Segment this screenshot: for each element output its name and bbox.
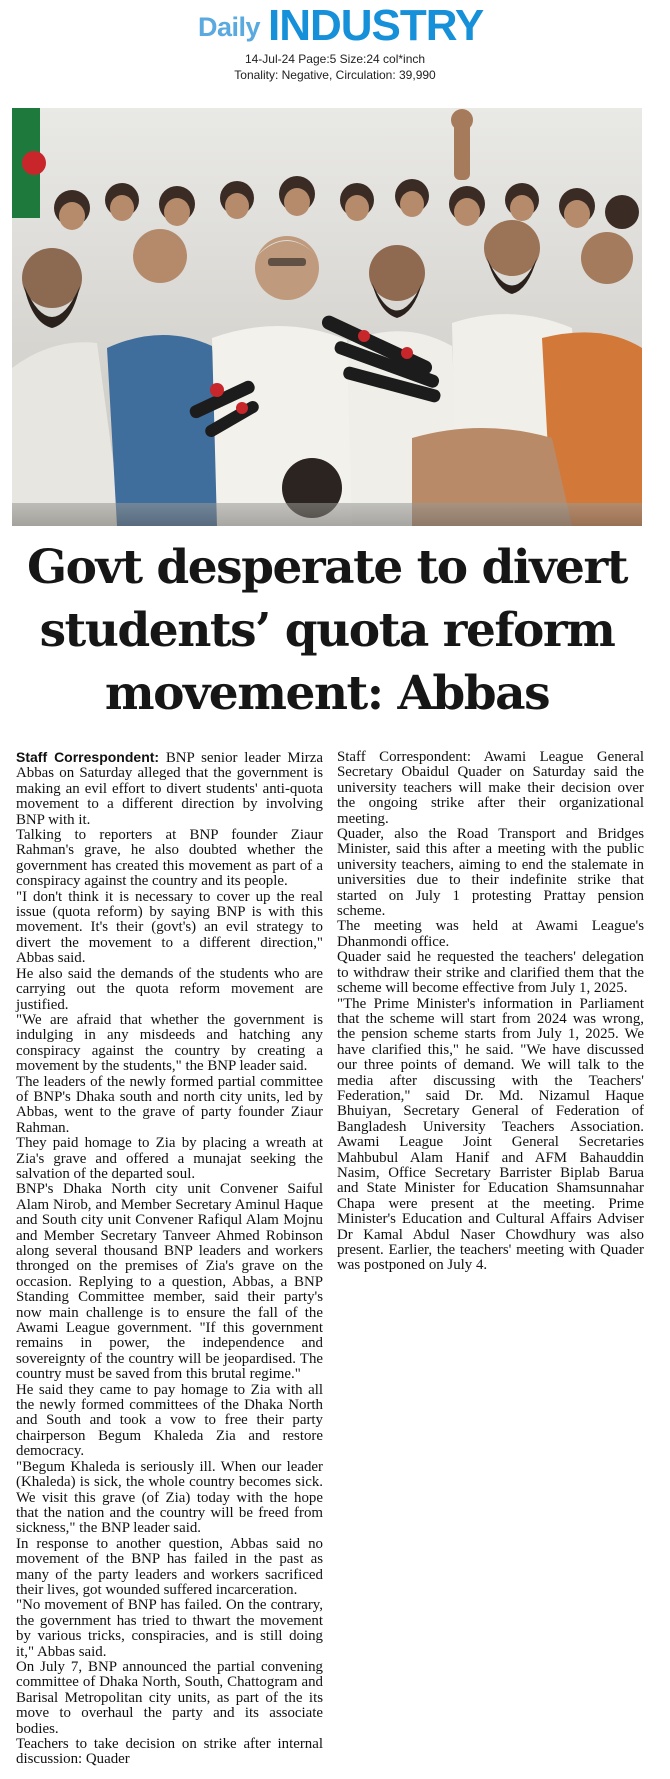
sub-headline: Teachers to take decision on strike after internal discussion: Quader — [16, 1736, 323, 1768]
masthead — [0, 0, 670, 90]
article-paragraph-7: They paid homage to Zia by placing a wreath at Zia's grave and offered a munajat seeking the salvation of the departed soul. — [16, 1135, 323, 1182]
article-paragraph-5: "We are afraid that whether the government is indulging in any misdeeds and hatching any conspiracy against the country by creating a movement by the students," the BNP leader said. — [16, 1011, 323, 1075]
article-paragraph-1 — [16, 750, 323, 828]
paragraph-text: BNP senior leader Mirza Abbas on Saturday alleged that the government is making an evil effort to divert students' anti-quota movement to a different direction by involving BNP with it. — [16, 750, 323, 828]
article-paragraph-3: "I don't think it is necessary to cover up the real issue (quota reform) by saying BNP is with this movement. It's their (govt's) an evil strategy to divert the movement to a different direction," Abbas said. — [16, 888, 323, 967]
article-paragraph-9: He said they came to pay homage to Zia with all the newly formed committees of the Dhaka North and South and took a vow to free their party chairperson Begum Khaleda Zia and restore democracy. — [16, 1381, 323, 1460]
article-paragraph-11: In response to another question, Abbas said no movement of the BNP has failed in the past as many of the party leaders and workers sacrificed their lives, got wounded suffered incarceration. — [16, 1535, 323, 1598]
logo-daily-text: Daily — [198, 12, 261, 42]
article-paragraph-10: "Begum Khaleda is seriously ill. When our leader (Khaleda) is sick, the whole country becomes sick. We visit this grave (of Zia) today with the hope that the nation and the country will be freed from sickness," the BNP leader said. — [16, 1458, 323, 1537]
article-paragraph-2: Talking to reporters at BNP founder Ziaur Rahman's grave, he also doubted whether the government has created this movement as part of a conspiracy against the country and its people. — [16, 827, 323, 890]
article-byline: Staff Correspondent: — [16, 749, 160, 765]
logo-industry-text: INDUSTRY — [268, 1, 484, 50]
article-paragraph-6: The leaders of the newly formed partial committee of BNP's Dhaka south and north city units, led by Abbas, went to the grave of party founder Ziaur Rahman. — [16, 1073, 323, 1136]
newspaper-logo — [198, 1, 484, 50]
news-photo — [12, 108, 642, 526]
article-paragraph-17: The meeting was held at Awami League's Dhanmondi office. — [337, 918, 644, 950]
clipping-meta-tonality: Tonality: Negative, Circulation: 39,990 — [234, 68, 436, 82]
article-body — [16, 750, 644, 1775]
article-paragraph-15: Staff Correspondent: Awami League General Secretary Obaidul Quader on Saturday said the university teachers will make their decision over the ongoing strike after their organizational meeting. — [337, 749, 644, 827]
article-paragraph-13: On July 7, BNP announced the partial convening committee of Dhaka North, South, Chattogram and Barisal Metropolitan city units, as part of the its move to overhaul the party and its associate bodies. — [16, 1658, 323, 1737]
article-headline: Govt desperate to divert students’ quota reform movement: Abbas — [27, 540, 627, 721]
article-paragraph-19: "The Prime Minister's information in Parliament that the scheme will start from 2024 was wrong, the pension scheme starts from July 1, 2025. We have clarified this," he said. "We have discussed our three points of demand. We will talk to the media after discussing with the Teachers' Federation," said Dr. Md. Nizamul Haque Bhuiyan, Secretary General of Federation of Bangladesh University Teachers Association. Awami League Joint General Secretaries Mahbubul Alam Hanif and AFM Bahauddin Nasim, Office Secretary Barrister Biplab Barua and State Minister for Education Shamsunnahar Chapa were present at the meeting. Prime Minister's Education and Cultural Affairs Adviser Dr Kamal Abdul Naser Chowdhury was also present. Earlier, the teachers' meeting with Quader was postponed on July 4. — [337, 995, 644, 1274]
clipping-meta-date-size: 14-Jul-24 Page:5 Size:24 col*inch — [244, 52, 426, 66]
article-paragraph-16: Quader, also the Road Transport and Bridges Minister, said this after a meeting with the public university teachers, aiming to end the stalemate in universities due to their indefinite strike that started on July 1 protesting Prattay pension scheme. — [337, 826, 644, 920]
article-paragraph-4: He also said the demands of the students who are carrying out the quota reform movement are justified. — [16, 965, 323, 1013]
crowd-press-photo-illustration — [12, 108, 642, 526]
article-paragraph-8: BNP's Dhaka North city unit Convener Saiful Alam Nirob, and Member Secretary Aminul Haque and South city unit Convener Rafiqul Alam Mojnu and Member Secretary Tanveer Ahmed Robinson along several thousand BNP leaders and workers thronged on the premises of Zia's grave on the occasion. Replying to a question, Abbas, a BNP Standing Committee member, said their party's now main challenge is to ensure the fall of the Awami League government. "If this government remains in power, the independence and sovereignty of the country will be jeopardised. The country must be saved from this brutal regime." — [16, 1181, 323, 1383]
article-paragraph-12: "No movement of BNP has failed. On the contrary, the government has tried to thwart the movement by various tricks, conspiracies, and is still doing it," Abbas said. — [16, 1597, 323, 1660]
article-paragraph-18: Quader said he requested the teachers' delegation to withdraw their strike and clarified them that the scheme will become effective from July 1, 2025. — [337, 949, 644, 997]
